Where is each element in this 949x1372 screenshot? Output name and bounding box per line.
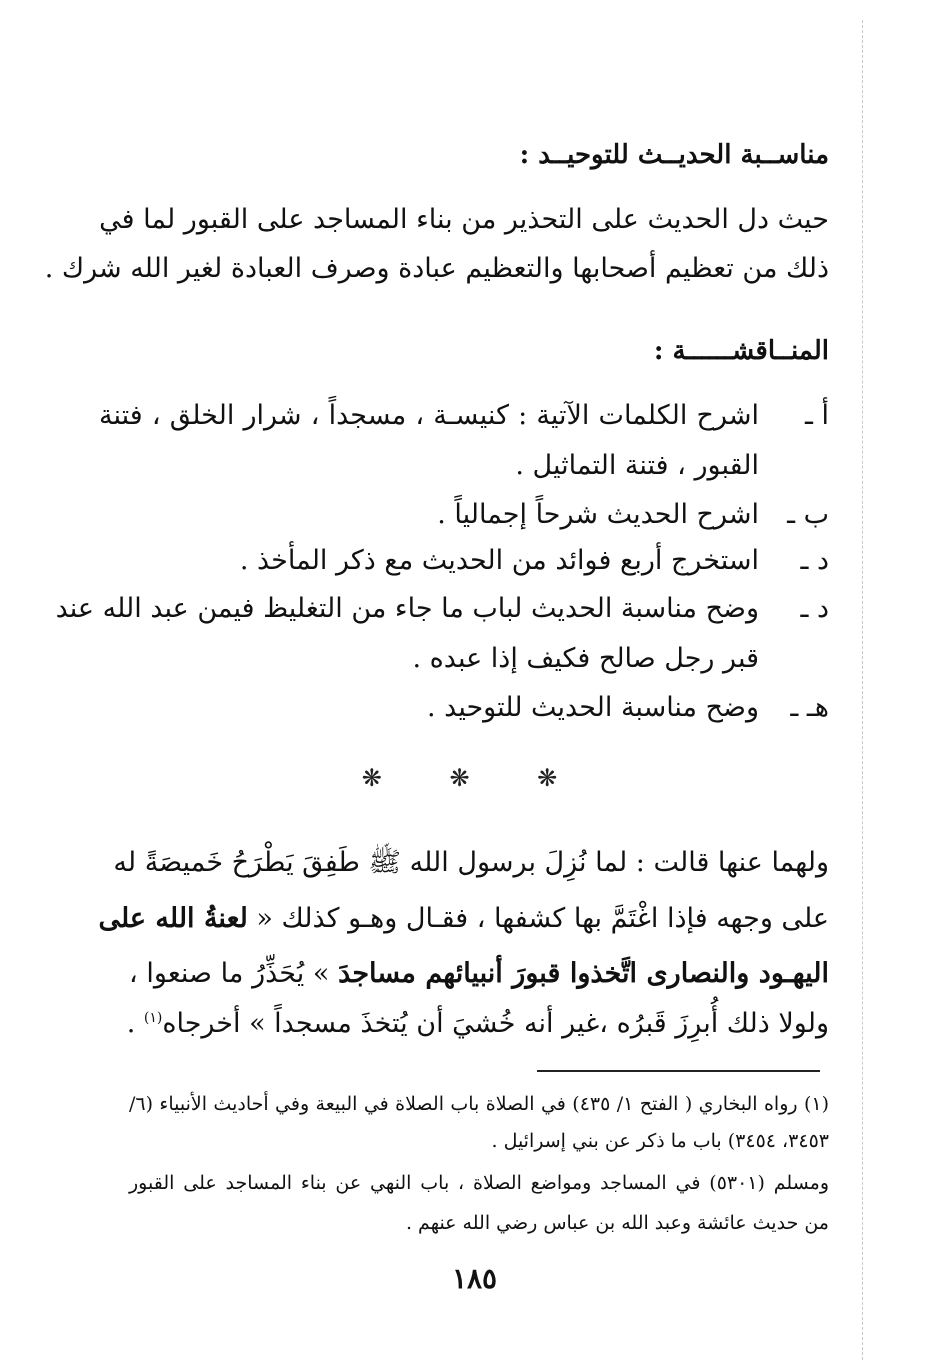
scan-edge-line [862,20,863,1360]
footnote-line: (١) رواه البخاري ( الفتح ١/ ٤٣٥) في الصلاة باب الصلاة في البيعة وفي أحاديث الأنبياء (٦/ [129,1093,829,1115]
footnote-line: من حديث عائشة وعبد الله بن عباس رضي الله عنهم . [405,1212,829,1234]
hadith-text: ولولا ذلك أُبرِزَ قَبرُه ،غير أنه خُشيَ أن يُتخذَ مسجداً » أخرجاه [162,1008,829,1039]
footnote-reference: (١) [143,1010,163,1026]
question-marker: د ـ [800,545,829,576]
question-marker: د ـ [800,593,829,624]
hadith-text: » يُحَذِّرُ ما صنعوا ، [129,958,339,989]
question-line: وضح مناسبة الحديث للتوحيد . [426,692,759,723]
question-line: اشرح الحديث شرحاً إجمالياً . [437,499,759,530]
question-line: وضح مناسبة الحديث لباب ما جاء من التغليظ فيمن عبد الله عند [55,593,759,624]
hadith-line: ولهما عنها قالت : لما نُزِلَ برسول الله ﷺ طَفِقَ يَطْرَحُ خَميصَةً له [113,847,829,878]
section-heading-relevance: مناســبة الحديــث للتوحيــد : [519,140,829,170]
hadith-text: . [126,1008,144,1039]
question-marker: ب ـ [787,499,829,530]
paragraph-line: حيث دل الحديث على التحذير من بناء المساجد على القبور لما في [99,204,829,235]
hadith-text: على وجهه فإذا اغْتَمَّ بها كشفها ، فقـال وهـو كذلك « [247,903,829,934]
hadith-line [98,903,829,934]
question-line: قبر رجل صالح فكيف إذا عبده . [412,643,759,674]
section-heading-discussion: المنــاقشــــــة : [653,336,829,366]
hadith-quote-bold: اليهـود والنصارى اتَّخذوا قبورَ أنبيائهم مساجدَ [338,958,829,989]
footnote-line: ومسلم (٥٣٠١) في المساجد ومواضع الصلاة ، باب النهي عن بناء المساجد على القبور [129,1172,829,1194]
footnote-line: ٣٤٥٣، ٣٤٥٤) باب ما ذكر عن بني إسرائيل . [491,1130,829,1152]
section-separator: ❋ ❋ ❋ [361,764,588,792]
question-marker: أ ـ [805,400,829,431]
question-line: اشرح الكلمات الآتية : كنيسـة ، مسجداً ، شرار الخلق ، فتنة [99,400,759,431]
hadith-line [126,1008,829,1039]
hadith-quote-bold: لعنةُ الله على [98,903,248,934]
page-number: ١٨٥ [451,1262,498,1295]
question-line: القبور ، فتنة التماثيل . [515,450,759,481]
paragraph-line: ذلك من تعظيم أصحابها والتعظيم عبادة وصرف العبادة لغير الله شرك . [44,253,829,284]
question-marker: هـ ـ [790,692,829,723]
hadith-line [129,958,829,989]
question-line: استخرج أربع فوائد من الحديث مع ذكر المأخذ . [239,545,759,576]
footnote-divider [537,1070,820,1072]
